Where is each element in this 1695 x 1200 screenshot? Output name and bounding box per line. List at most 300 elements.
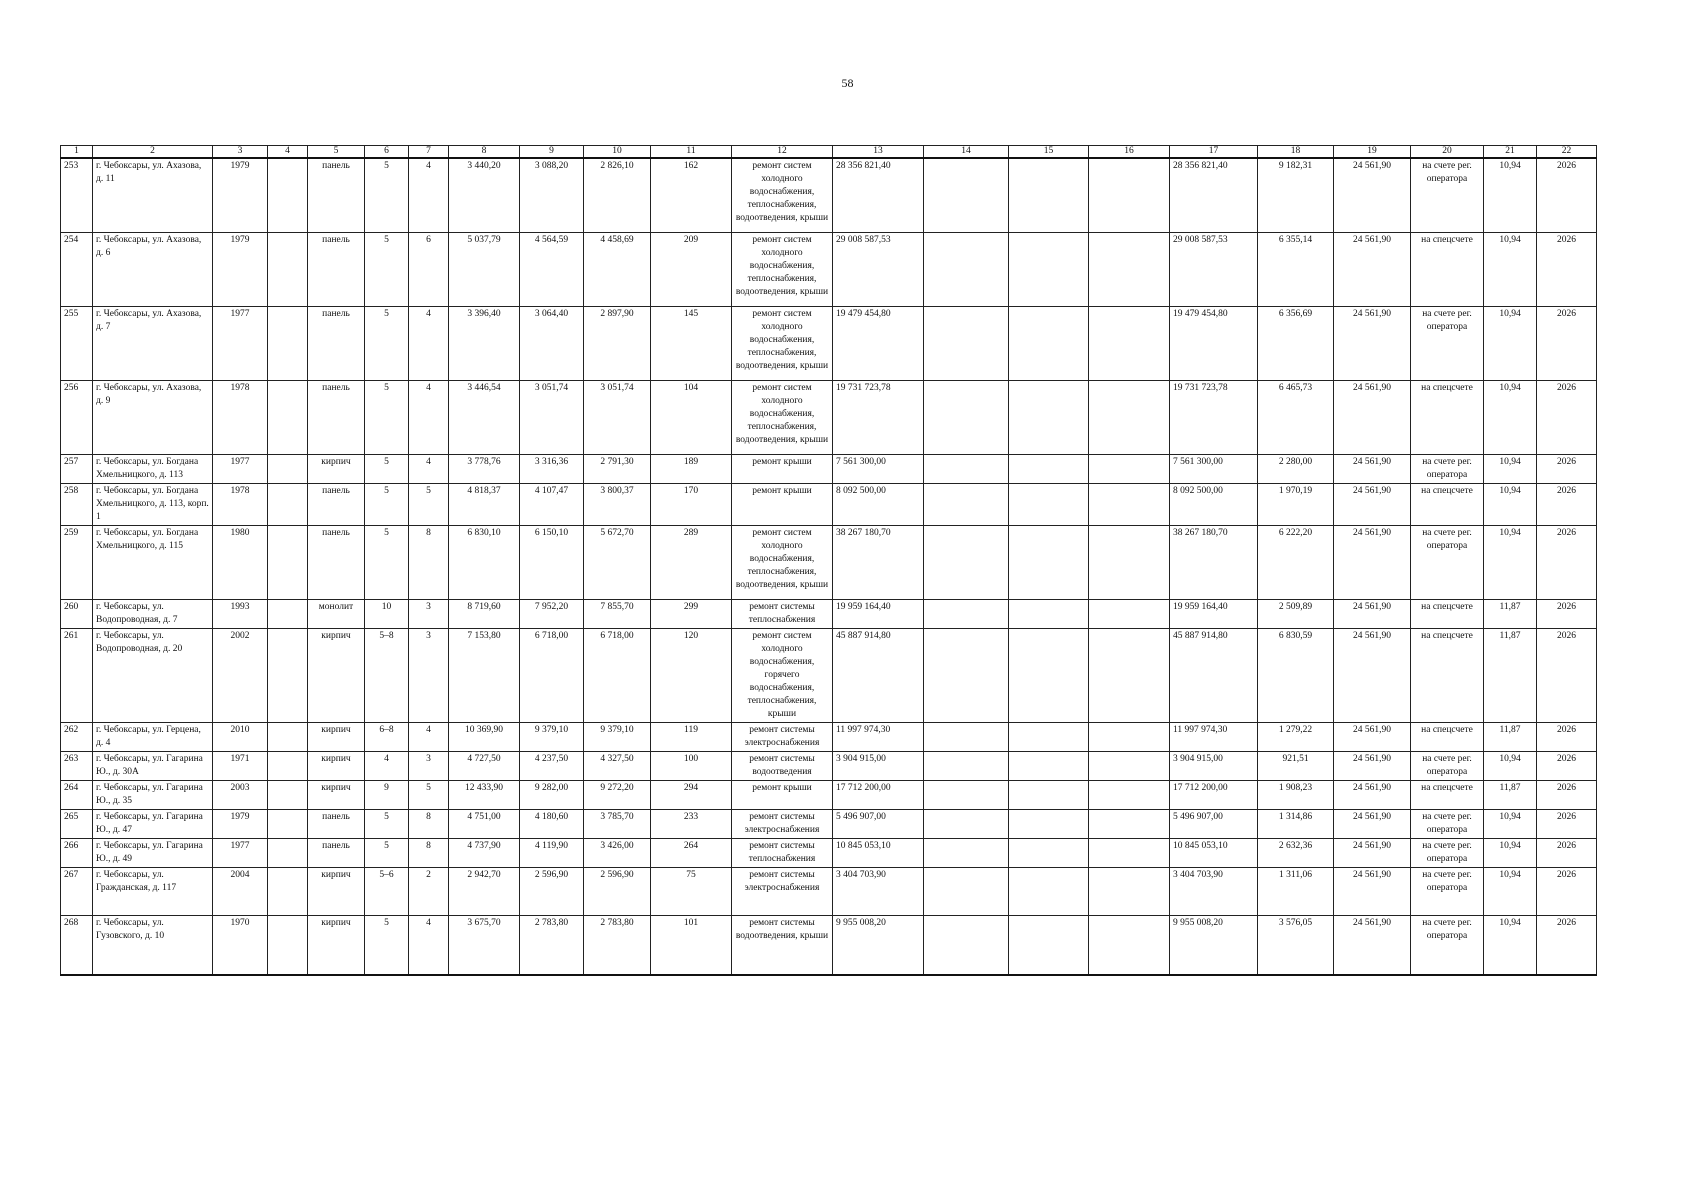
table-row <box>61 915 1597 975</box>
premises-area-cell: 3 051,74 <box>520 380 584 454</box>
address-cell: г. Чебоксары, ул. Гагарина Ю., д. 35 <box>93 780 213 809</box>
year-cell: 1978 <box>213 483 268 525</box>
column-header: 11 <box>651 146 732 159</box>
entrances-cell: 5 <box>409 780 449 809</box>
limit-cost-cell: 24 561,90 <box>1334 809 1411 838</box>
col4-cell <box>268 306 308 380</box>
cost-cell: 19 959 164,40 <box>833 599 924 628</box>
row-number: 253 <box>61 158 93 232</box>
col4-cell <box>268 838 308 867</box>
col14-cell <box>924 780 1009 809</box>
residential-area-cell: 3 051,74 <box>584 380 651 454</box>
residents-cell: 104 <box>651 380 732 454</box>
cost-total-cell: 3 404 703,90 <box>1170 867 1258 915</box>
works-cell: ремонт систем холодного водоснабжения, теплоснабжения, водоотведения, крыши <box>732 306 833 380</box>
col14-cell <box>924 809 1009 838</box>
residents-cell: 162 <box>651 158 732 232</box>
year-cell: 1979 <box>213 809 268 838</box>
total-area-cell: 4 818,37 <box>449 483 520 525</box>
cost-cell: 28 356 821,40 <box>833 158 924 232</box>
residents-cell: 170 <box>651 483 732 525</box>
row-number: 262 <box>61 722 93 751</box>
residents-cell: 233 <box>651 809 732 838</box>
total-area-cell: 3 778,76 <box>449 454 520 483</box>
col14-cell <box>924 722 1009 751</box>
address-cell: г. Чебоксары, ул. Гражданская, д. 117 <box>93 867 213 915</box>
year-cell: 2003 <box>213 780 268 809</box>
premises-area-cell: 6 150,10 <box>520 525 584 599</box>
total-area-cell: 5 037,79 <box>449 232 520 306</box>
year-cell: 1971 <box>213 751 268 780</box>
entrances-cell: 4 <box>409 722 449 751</box>
residential-area-cell: 4 458,69 <box>584 232 651 306</box>
page-number: 58 <box>841 76 854 90</box>
row-number: 265 <box>61 809 93 838</box>
premises-area-cell: 7 952,20 <box>520 599 584 628</box>
year-cell: 1979 <box>213 232 268 306</box>
works-cell: ремонт крыши <box>732 454 833 483</box>
residents-cell: 120 <box>651 628 732 722</box>
cost-cell: 8 092 500,00 <box>833 483 924 525</box>
col16-cell <box>1089 722 1170 751</box>
total-area-cell: 4 751,00 <box>449 809 520 838</box>
entrances-cell: 4 <box>409 380 449 454</box>
col16-cell <box>1089 483 1170 525</box>
column-header: 1 <box>61 146 93 159</box>
cost-total-cell: 38 267 180,70 <box>1170 525 1258 599</box>
residents-cell: 289 <box>651 525 732 599</box>
works-cell: ремонт систем холодного водоснабжения, горячего водоснабжения, теплоснабжения, крыши <box>732 628 833 722</box>
floors-cell: 5 <box>365 838 409 867</box>
wall-material-cell: панель <box>308 525 365 599</box>
wall-material-cell: кирпич <box>308 915 365 975</box>
plan-year-cell: 2026 <box>1537 628 1597 722</box>
cost-total-cell: 45 887 914,80 <box>1170 628 1258 722</box>
fund-method-cell: на спецсчете <box>1411 599 1484 628</box>
premises-area-cell: 4 237,50 <box>520 751 584 780</box>
fund-method-cell: на счете рег. оператора <box>1411 158 1484 232</box>
col16-cell <box>1089 232 1170 306</box>
works-cell: ремонт системы водоотведения <box>732 751 833 780</box>
col16-cell <box>1089 809 1170 838</box>
contribution-rate-cell: 11,87 <box>1484 722 1537 751</box>
contribution-rate-cell: 10,94 <box>1484 306 1537 380</box>
col16-cell <box>1089 838 1170 867</box>
plan-year-cell: 2026 <box>1537 158 1597 232</box>
wall-material-cell: кирпич <box>308 780 365 809</box>
unit-cost-cell: 1 311,06 <box>1258 867 1334 915</box>
col4-cell <box>268 809 308 838</box>
cost-total-cell: 11 997 974,30 <box>1170 722 1258 751</box>
residential-area-cell: 2 897,90 <box>584 306 651 380</box>
entrances-cell: 8 <box>409 525 449 599</box>
address-cell: г. Чебоксары, ул. Богдана Хмельницкого, д. 115 <box>93 525 213 599</box>
year-cell: 2002 <box>213 628 268 722</box>
year-cell: 1980 <box>213 525 268 599</box>
wall-material-cell: монолит <box>308 599 365 628</box>
fund-method-cell: на счете рег. оператора <box>1411 306 1484 380</box>
residential-area-cell: 7 855,70 <box>584 599 651 628</box>
cost-cell: 3 404 703,90 <box>833 867 924 915</box>
address-cell: г. Чебоксары, ул. Гагарина Ю., д. 47 <box>93 809 213 838</box>
col15-cell <box>1009 454 1089 483</box>
contribution-rate-cell: 11,87 <box>1484 780 1537 809</box>
premises-area-cell: 9 282,00 <box>520 780 584 809</box>
row-number: 268 <box>61 915 93 975</box>
fund-method-cell: на спецсчете <box>1411 780 1484 809</box>
residential-area-cell: 2 596,90 <box>584 867 651 915</box>
contribution-rate-cell: 10,94 <box>1484 232 1537 306</box>
table-row <box>61 454 1597 483</box>
entrances-cell: 3 <box>409 751 449 780</box>
unit-cost-cell: 1 279,22 <box>1258 722 1334 751</box>
unit-cost-cell: 2 280,00 <box>1258 454 1334 483</box>
contribution-rate-cell: 10,94 <box>1484 838 1537 867</box>
col14-cell <box>924 838 1009 867</box>
year-cell: 1977 <box>213 454 268 483</box>
limit-cost-cell: 24 561,90 <box>1334 780 1411 809</box>
plan-year-cell: 2026 <box>1537 306 1597 380</box>
plan-year-cell: 2026 <box>1537 454 1597 483</box>
residents-cell: 100 <box>651 751 732 780</box>
premises-area-cell: 4 180,60 <box>520 809 584 838</box>
column-header: 18 <box>1258 146 1334 159</box>
works-cell: ремонт крыши <box>732 483 833 525</box>
col16-cell <box>1089 158 1170 232</box>
col16-cell <box>1089 915 1170 975</box>
plan-year-cell: 2026 <box>1537 232 1597 306</box>
premises-area-cell: 9 379,10 <box>520 722 584 751</box>
address-cell: г. Чебоксары, ул. Ахазова, д. 7 <box>93 306 213 380</box>
col14-cell <box>924 599 1009 628</box>
works-cell: ремонт системы теплоснабжения <box>732 599 833 628</box>
limit-cost-cell: 24 561,90 <box>1334 838 1411 867</box>
total-area-cell: 7 153,80 <box>449 628 520 722</box>
row-number: 261 <box>61 628 93 722</box>
cost-total-cell: 19 479 454,80 <box>1170 306 1258 380</box>
unit-cost-cell: 1 970,19 <box>1258 483 1334 525</box>
row-number: 257 <box>61 454 93 483</box>
entrances-cell: 3 <box>409 599 449 628</box>
col14-cell <box>924 306 1009 380</box>
year-cell: 1978 <box>213 380 268 454</box>
plan-year-cell: 2026 <box>1537 809 1597 838</box>
table-row <box>61 628 1597 722</box>
residents-cell: 101 <box>651 915 732 975</box>
floors-cell: 4 <box>365 751 409 780</box>
plan-year-cell: 2026 <box>1537 751 1597 780</box>
col16-cell <box>1089 454 1170 483</box>
column-header: 16 <box>1089 146 1170 159</box>
col15-cell <box>1009 809 1089 838</box>
contribution-rate-cell: 10,94 <box>1484 380 1537 454</box>
col15-cell <box>1009 380 1089 454</box>
total-area-cell: 6 830,10 <box>449 525 520 599</box>
col16-cell <box>1089 599 1170 628</box>
address-cell: г. Чебоксары, ул. Богдана Хмельницкого, д. 113 <box>93 454 213 483</box>
col4-cell <box>268 483 308 525</box>
fund-method-cell: на спецсчете <box>1411 232 1484 306</box>
floors-cell: 5 <box>365 158 409 232</box>
entrances-cell: 3 <box>409 628 449 722</box>
cost-total-cell: 3 904 915,00 <box>1170 751 1258 780</box>
col15-cell <box>1009 867 1089 915</box>
row-number: 254 <box>61 232 93 306</box>
contribution-rate-cell: 11,87 <box>1484 628 1537 722</box>
plan-year-cell: 2026 <box>1537 722 1597 751</box>
unit-cost-cell: 6 830,59 <box>1258 628 1334 722</box>
premises-area-cell: 4 107,47 <box>520 483 584 525</box>
fund-method-cell: на счете рег. оператора <box>1411 525 1484 599</box>
col15-cell <box>1009 780 1089 809</box>
column-header: 20 <box>1411 146 1484 159</box>
cost-cell: 19 731 723,78 <box>833 380 924 454</box>
floors-cell: 5 <box>365 306 409 380</box>
row-number: 256 <box>61 380 93 454</box>
floors-cell: 6–8 <box>365 722 409 751</box>
column-header: 21 <box>1484 146 1537 159</box>
unit-cost-cell: 921,51 <box>1258 751 1334 780</box>
cost-total-cell: 10 845 053,10 <box>1170 838 1258 867</box>
residents-cell: 299 <box>651 599 732 628</box>
cost-cell: 38 267 180,70 <box>833 525 924 599</box>
row-number: 266 <box>61 838 93 867</box>
total-area-cell: 12 433,90 <box>449 780 520 809</box>
table-row <box>61 722 1597 751</box>
table-row <box>61 483 1597 525</box>
year-cell: 1979 <box>213 158 268 232</box>
residents-cell: 119 <box>651 722 732 751</box>
floors-cell: 5 <box>365 380 409 454</box>
col14-cell <box>924 867 1009 915</box>
column-header: 4 <box>268 146 308 159</box>
table-row <box>61 809 1597 838</box>
row-number: 267 <box>61 867 93 915</box>
col15-cell <box>1009 483 1089 525</box>
works-cell: ремонт крыши <box>732 780 833 809</box>
address-cell: г. Чебоксары, ул. Гагарина Ю., д. 49 <box>93 838 213 867</box>
limit-cost-cell: 24 561,90 <box>1334 751 1411 780</box>
address-cell: г. Чебоксары, ул. Гагарина Ю., д. 30А <box>93 751 213 780</box>
col15-cell <box>1009 751 1089 780</box>
cost-cell: 10 845 053,10 <box>833 838 924 867</box>
cost-cell: 29 008 587,53 <box>833 232 924 306</box>
limit-cost-cell: 24 561,90 <box>1334 867 1411 915</box>
works-cell: ремонт системы электроснабжения <box>732 867 833 915</box>
col15-cell <box>1009 838 1089 867</box>
col14-cell <box>924 628 1009 722</box>
residents-cell: 209 <box>651 232 732 306</box>
residential-area-cell: 2 826,10 <box>584 158 651 232</box>
entrances-cell: 4 <box>409 306 449 380</box>
limit-cost-cell: 24 561,90 <box>1334 599 1411 628</box>
fund-method-cell: на счете рег. оператора <box>1411 454 1484 483</box>
limit-cost-cell: 24 561,90 <box>1334 915 1411 975</box>
column-header: 6 <box>365 146 409 159</box>
year-cell: 1977 <box>213 306 268 380</box>
address-cell: г. Чебоксары, ул. Гузовского, д. 10 <box>93 915 213 975</box>
limit-cost-cell: 24 561,90 <box>1334 628 1411 722</box>
col14-cell <box>924 751 1009 780</box>
total-area-cell: 3 440,20 <box>449 158 520 232</box>
floors-cell: 5 <box>365 232 409 306</box>
limit-cost-cell: 24 561,90 <box>1334 483 1411 525</box>
unit-cost-cell: 9 182,31 <box>1258 158 1334 232</box>
col15-cell <box>1009 599 1089 628</box>
column-number-header-row <box>61 146 1597 159</box>
cost-total-cell: 29 008 587,53 <box>1170 232 1258 306</box>
col4-cell <box>268 525 308 599</box>
entrances-cell: 8 <box>409 838 449 867</box>
col14-cell <box>924 483 1009 525</box>
unit-cost-cell: 1 908,23 <box>1258 780 1334 809</box>
floors-cell: 5 <box>365 454 409 483</box>
column-header: 9 <box>520 146 584 159</box>
row-number: 260 <box>61 599 93 628</box>
col15-cell <box>1009 232 1089 306</box>
fund-method-cell: на спецсчете <box>1411 628 1484 722</box>
col14-cell <box>924 158 1009 232</box>
total-area-cell: 8 719,60 <box>449 599 520 628</box>
fund-method-cell: на счете рег. оператора <box>1411 809 1484 838</box>
plan-year-cell: 2026 <box>1537 599 1597 628</box>
entrances-cell: 4 <box>409 158 449 232</box>
residential-area-cell: 9 379,10 <box>584 722 651 751</box>
premises-area-cell: 2 596,90 <box>520 867 584 915</box>
fund-method-cell: на спецсчете <box>1411 722 1484 751</box>
col4-cell <box>268 722 308 751</box>
wall-material-cell: панель <box>308 232 365 306</box>
works-cell: ремонт системы теплоснабжения <box>732 838 833 867</box>
contribution-rate-cell: 10,94 <box>1484 158 1537 232</box>
floors-cell: 5–6 <box>365 867 409 915</box>
plan-year-cell: 2026 <box>1537 380 1597 454</box>
wall-material-cell: панель <box>308 838 365 867</box>
address-cell: г. Чебоксары, ул. Богдана Хмельницкого, д. 113, корп. 1 <box>93 483 213 525</box>
contribution-rate-cell: 10,94 <box>1484 751 1537 780</box>
col15-cell <box>1009 915 1089 975</box>
premises-area-cell: 3 088,20 <box>520 158 584 232</box>
col15-cell <box>1009 306 1089 380</box>
wall-material-cell: панель <box>308 306 365 380</box>
year-cell: 1970 <box>213 915 268 975</box>
col4-cell <box>268 232 308 306</box>
unit-cost-cell: 6 355,14 <box>1258 232 1334 306</box>
wall-material-cell: панель <box>308 380 365 454</box>
cost-total-cell: 19 731 723,78 <box>1170 380 1258 454</box>
floors-cell: 9 <box>365 780 409 809</box>
table-row <box>61 380 1597 454</box>
fund-method-cell: на спецсчете <box>1411 380 1484 454</box>
cost-total-cell: 8 092 500,00 <box>1170 483 1258 525</box>
floors-cell: 5 <box>365 483 409 525</box>
limit-cost-cell: 24 561,90 <box>1334 232 1411 306</box>
col16-cell <box>1089 780 1170 809</box>
table-row <box>61 867 1597 915</box>
entrances-cell: 6 <box>409 232 449 306</box>
cost-cell: 7 561 300,00 <box>833 454 924 483</box>
unit-cost-cell: 6 465,73 <box>1258 380 1334 454</box>
contribution-rate-cell: 11,87 <box>1484 599 1537 628</box>
wall-material-cell: панель <box>308 158 365 232</box>
col4-cell <box>268 628 308 722</box>
col4-cell <box>268 780 308 809</box>
column-header: 17 <box>1170 146 1258 159</box>
wall-material-cell: кирпич <box>308 454 365 483</box>
floors-cell: 5–8 <box>365 628 409 722</box>
table-row <box>61 232 1597 306</box>
col15-cell <box>1009 722 1089 751</box>
cost-total-cell: 19 959 164,40 <box>1170 599 1258 628</box>
total-area-cell: 3 446,54 <box>449 380 520 454</box>
residents-cell: 145 <box>651 306 732 380</box>
residential-area-cell: 4 327,50 <box>584 751 651 780</box>
works-cell: ремонт систем холодного водоснабжения, теплоснабжения, водоотведения, крыши <box>732 232 833 306</box>
contribution-rate-cell: 10,94 <box>1484 915 1537 975</box>
table-row <box>61 780 1597 809</box>
address-cell: г. Чебоксары, ул. Герцена, д. 4 <box>93 722 213 751</box>
limit-cost-cell: 24 561,90 <box>1334 454 1411 483</box>
col16-cell <box>1089 380 1170 454</box>
unit-cost-cell: 6 356,69 <box>1258 306 1334 380</box>
col15-cell <box>1009 158 1089 232</box>
entrances-cell: 4 <box>409 915 449 975</box>
col14-cell <box>924 915 1009 975</box>
total-area-cell: 2 942,70 <box>449 867 520 915</box>
row-number: 263 <box>61 751 93 780</box>
table-body <box>61 158 1597 975</box>
column-header: 12 <box>732 146 833 159</box>
fund-method-cell: на счете рег. оператора <box>1411 838 1484 867</box>
col16-cell <box>1089 306 1170 380</box>
col16-cell <box>1089 751 1170 780</box>
row-number: 255 <box>61 306 93 380</box>
total-area-cell: 4 727,50 <box>449 751 520 780</box>
table-row <box>61 751 1597 780</box>
residential-area-cell: 3 426,00 <box>584 838 651 867</box>
unit-cost-cell: 2 632,36 <box>1258 838 1334 867</box>
column-header: 3 <box>213 146 268 159</box>
cost-total-cell: 28 356 821,40 <box>1170 158 1258 232</box>
col16-cell <box>1089 525 1170 599</box>
limit-cost-cell: 24 561,90 <box>1334 158 1411 232</box>
column-header: 19 <box>1334 146 1411 159</box>
address-cell: г. Чебоксары, ул. Водопроводная, д. 7 <box>93 599 213 628</box>
residents-cell: 189 <box>651 454 732 483</box>
column-header: 13 <box>833 146 924 159</box>
col4-cell <box>268 751 308 780</box>
total-area-cell: 4 737,90 <box>449 838 520 867</box>
fund-method-cell: на счете рег. оператора <box>1411 915 1484 975</box>
col4-cell <box>268 599 308 628</box>
contribution-rate-cell: 10,94 <box>1484 483 1537 525</box>
cost-cell: 11 997 974,30 <box>833 722 924 751</box>
works-cell: ремонт системы электроснабжения <box>732 722 833 751</box>
limit-cost-cell: 24 561,90 <box>1334 722 1411 751</box>
table-row <box>61 599 1597 628</box>
floors-cell: 5 <box>365 525 409 599</box>
wall-material-cell: кирпич <box>308 628 365 722</box>
cost-cell: 5 496 907,00 <box>833 809 924 838</box>
residents-cell: 264 <box>651 838 732 867</box>
plan-year-cell: 2026 <box>1537 867 1597 915</box>
residents-cell: 75 <box>651 867 732 915</box>
works-cell: ремонт систем холодного водоснабжения, теплоснабжения, водоотведения, крыши <box>732 158 833 232</box>
year-cell: 2004 <box>213 867 268 915</box>
col16-cell <box>1089 628 1170 722</box>
row-number: 259 <box>61 525 93 599</box>
plan-year-cell: 2026 <box>1537 525 1597 599</box>
